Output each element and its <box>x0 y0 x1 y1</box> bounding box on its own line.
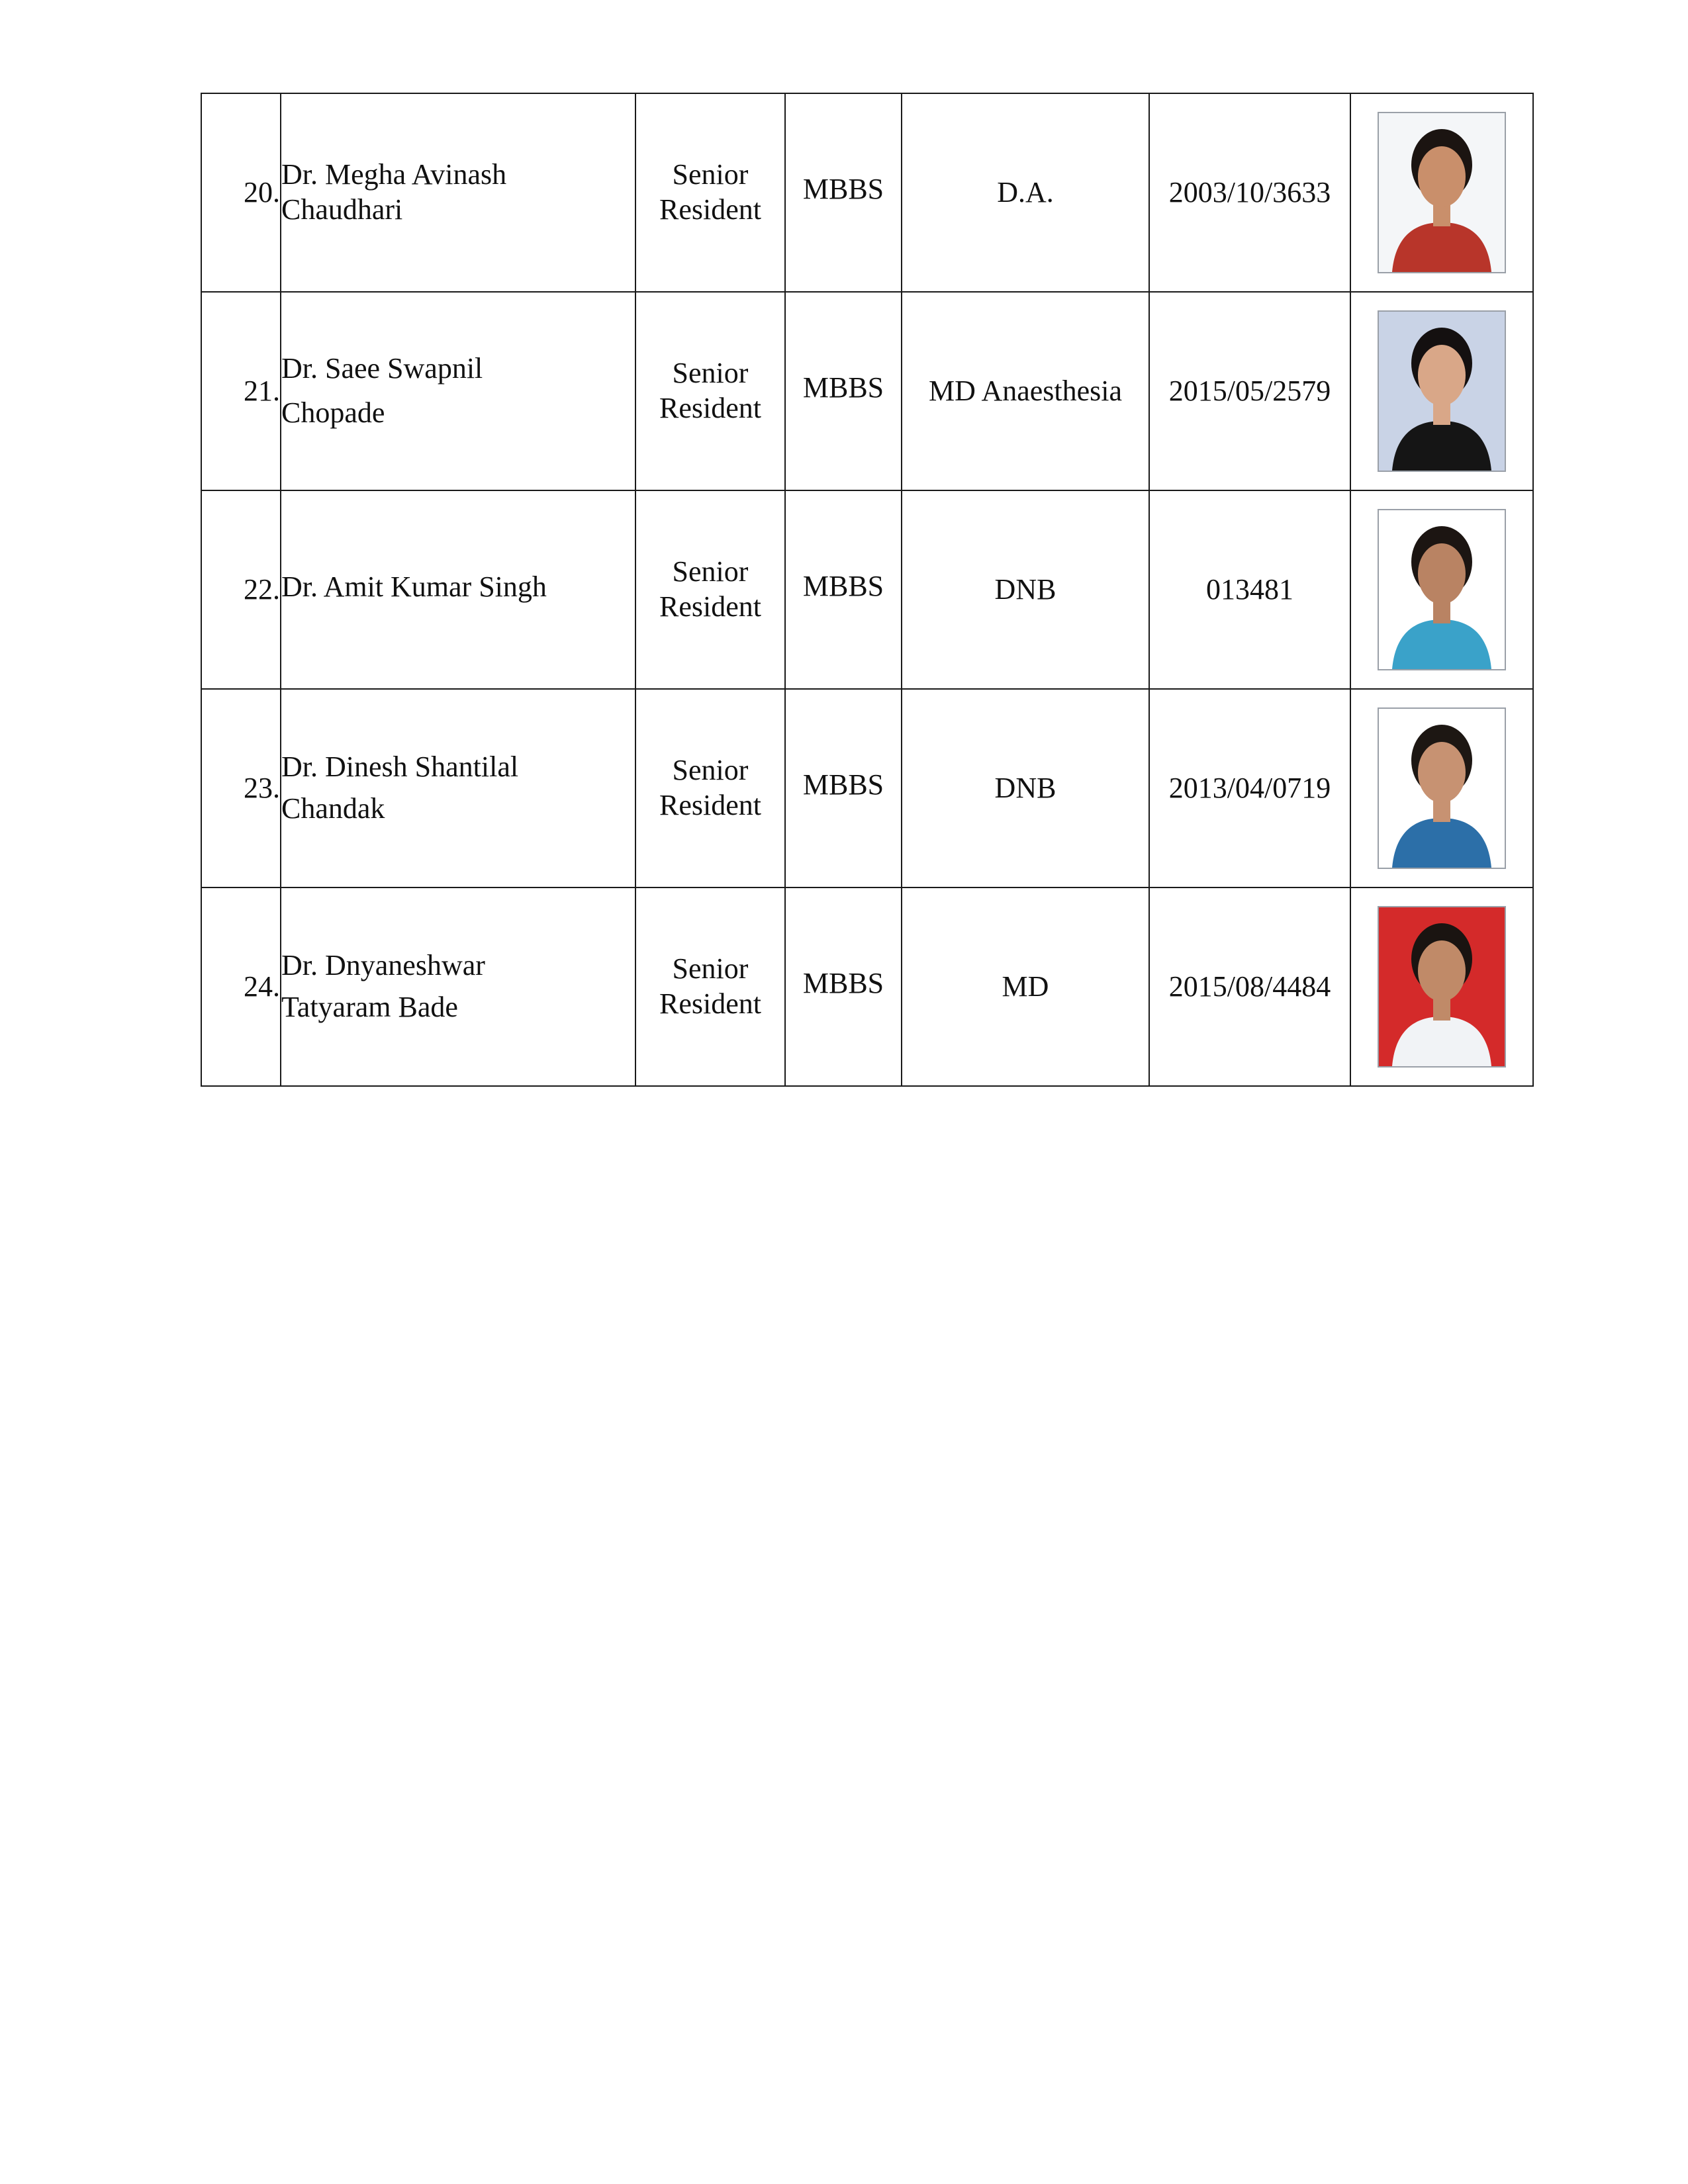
ug-qualification <box>785 292 902 490</box>
serial-number: 20. <box>201 93 281 292</box>
ug-qualification <box>785 887 902 1086</box>
photo-cell <box>1350 689 1533 887</box>
photo-face <box>1418 146 1466 207</box>
designation-line: Resident <box>659 392 761 424</box>
designation-line: Senior <box>672 754 749 787</box>
designation-line: Senior <box>672 555 749 588</box>
registration-number: 2003/10/3633 <box>1149 93 1350 292</box>
name-line: Chandak <box>281 792 385 825</box>
pg-qualification: D.A. <box>902 93 1149 292</box>
doctor-photo <box>1378 509 1506 670</box>
pg-qualification: MD Anaesthesia <box>902 292 1149 490</box>
doctor-name <box>281 93 635 292</box>
ug-text: MBBS <box>802 172 884 205</box>
ug-text: MBBS <box>802 768 884 801</box>
designation <box>635 689 785 887</box>
portrait-illustration <box>1379 510 1505 669</box>
name-line: Dr. Saee Swapnil <box>281 352 483 385</box>
photo-face <box>1418 543 1466 604</box>
table-row <box>201 490 1533 689</box>
staff-table <box>201 93 1534 1087</box>
table-row <box>201 93 1533 292</box>
doctor-photo <box>1378 112 1506 273</box>
pg-qualification: DNB <box>902 689 1149 887</box>
portrait-illustration <box>1379 709 1505 868</box>
ug-qualification <box>785 93 902 292</box>
photo-face <box>1418 742 1466 803</box>
name-line: Dr. Dnyaneshwar <box>281 949 485 982</box>
ug-text: MBBS <box>802 371 884 404</box>
ug-qualification <box>785 490 902 689</box>
name-line: Chaudhari <box>281 193 403 226</box>
registration-number: 2015/08/4484 <box>1149 887 1350 1086</box>
staff-table-body <box>201 93 1533 1086</box>
table-row <box>201 887 1533 1086</box>
ug-text: MBBS <box>802 966 884 999</box>
photo-face <box>1418 345 1466 406</box>
designation-line: Senior <box>672 357 749 390</box>
photo-face <box>1418 940 1466 1001</box>
designation-line: Resident <box>659 987 761 1020</box>
portrait-illustration <box>1379 907 1505 1066</box>
doctor-photo <box>1378 906 1506 1068</box>
registration-number: 2015/05/2579 <box>1149 292 1350 490</box>
photo-cell <box>1350 292 1533 490</box>
photo-cell <box>1350 93 1533 292</box>
designation <box>635 93 785 292</box>
serial-number: 22. <box>201 490 281 689</box>
ug-qualification <box>785 689 902 887</box>
table-row <box>201 689 1533 887</box>
name-line: Dr. Amit Kumar Singh <box>281 570 547 603</box>
portrait-illustration <box>1379 113 1505 272</box>
doctor-name <box>281 887 635 1086</box>
doctor-name <box>281 292 635 490</box>
pg-qualification: MD <box>902 887 1149 1086</box>
doctor-photo <box>1378 707 1506 869</box>
designation-line: Senior <box>672 158 749 191</box>
name-line: Chopade <box>281 396 385 429</box>
registration-number: 013481 <box>1149 490 1350 689</box>
doctor-photo <box>1378 310 1506 472</box>
designation-line: Senior <box>672 952 749 985</box>
portrait-illustration <box>1379 312 1505 471</box>
designation-line: Resident <box>659 789 761 821</box>
name-line: Dr. Megha Avinash <box>281 158 507 191</box>
photo-cell <box>1350 887 1533 1086</box>
designation <box>635 887 785 1086</box>
serial-number: 23. <box>201 689 281 887</box>
name-line: Dr. Dinesh Shantilal <box>281 751 519 784</box>
serial-number: 24. <box>201 887 281 1086</box>
name-line: Tatyaram Bade <box>281 991 458 1023</box>
designation <box>635 490 785 689</box>
doctor-name <box>281 490 635 689</box>
designation-line: Resident <box>659 590 761 623</box>
photo-cell <box>1350 490 1533 689</box>
pg-qualification: DNB <box>902 490 1149 689</box>
registration-number: 2013/04/0719 <box>1149 689 1350 887</box>
serial-number: 21. <box>201 292 281 490</box>
doctor-name <box>281 689 635 887</box>
designation-line: Resident <box>659 193 761 226</box>
table-row <box>201 292 1533 490</box>
designation <box>635 292 785 490</box>
ug-text: MBBS <box>802 569 884 602</box>
